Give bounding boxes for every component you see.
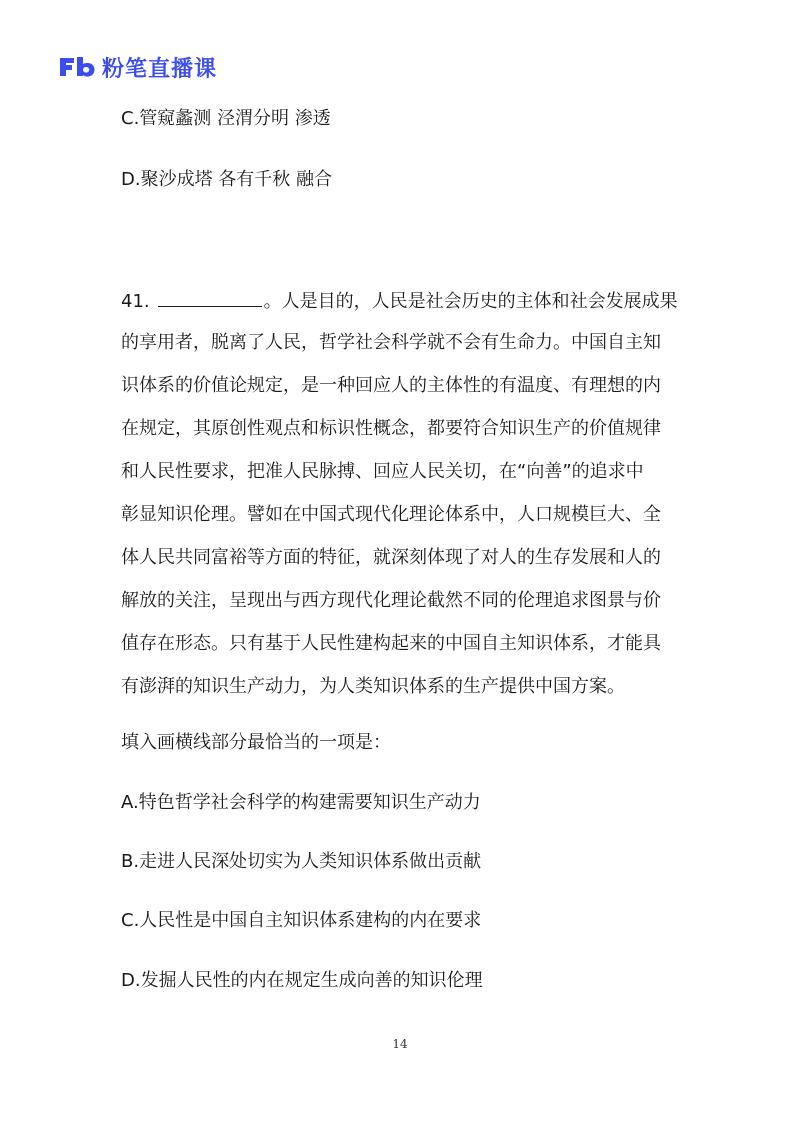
answer-blank — [158, 288, 262, 307]
question-line: 体人民共同富裕等方面的特征，就深刻体现了对人的生存发展和人的 — [121, 547, 661, 568]
option-d: D.发掘人民性的内在规定生成向善的知识伦理 — [121, 970, 483, 991]
brand-name: 粉笔直播课 — [102, 56, 218, 82]
question-line: 彰显知识伦理。譬如在中国式现代化理论体系中，人口规模巨大、全 — [121, 504, 661, 525]
fb-logo-icon — [58, 55, 96, 79]
question-line: 有澎湃的知识生产动力，为人类知识体系的生产提供中国方案。 — [121, 676, 625, 697]
option-c: C.人民性是中国自主知识体系建构的内在要求 — [121, 910, 482, 931]
question-line: 值存在形态。只有基于人民性建构起来的中国自主知识体系，才能具 — [121, 633, 661, 654]
question-41 — [121, 288, 701, 718]
previous-option-d: D.聚沙成塔 各有千秋 融合 — [121, 169, 333, 190]
page-number: 14 — [392, 1037, 408, 1051]
question-line: 在规定，其原创性观点和标识性概念，都要符合知识生产的价值规律 — [121, 418, 661, 439]
header — [58, 52, 217, 82]
question-line: 识体系的价值论规定，是一种回应人的主体性的有温度、有理想的内 — [121, 375, 661, 396]
option-b: B.走进人民深处切实为人类知识体系做出贡献 — [121, 851, 482, 872]
question-line: 的享用者，脱离了人民，哲学社会科学就不会有生命力。中国自主知 — [121, 332, 661, 353]
question-prompt: 填入画横线部分最恰当的一项是： — [121, 732, 391, 753]
option-a: A.特色哲学社会科学的构建需要知识生产动力 — [121, 792, 481, 813]
question-line-text: 。人是目的，人民是社会历史的主体和社会发展成果 — [263, 291, 678, 312]
question-line-1 — [121, 288, 701, 331]
previous-option-c: C.管窥蠡测 泾渭分明 渗透 — [121, 108, 331, 129]
question-line: 和人民性要求，把准人民脉搏、回应人民关切，在“向善”的追求中 — [121, 461, 644, 482]
question-line: 解放的关注，呈现出与西方现代化理论截然不同的伦理追求图景与价 — [121, 590, 661, 611]
question-number: 41. — [121, 291, 150, 312]
